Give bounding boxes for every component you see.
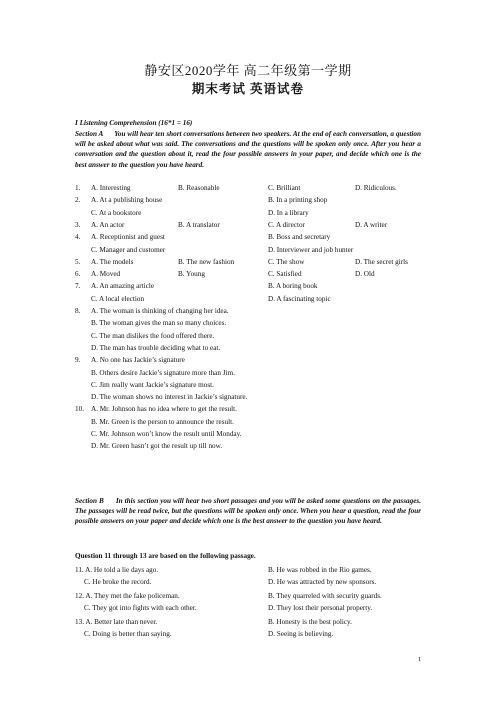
question-number: 2.	[75, 196, 81, 205]
answer-option: A. Interesting	[91, 184, 131, 192]
sectionB-label: Section B	[75, 497, 104, 505]
question-number: 10.	[75, 405, 84, 414]
question-number: 9.	[75, 356, 81, 365]
sectionB-instructions	[75, 496, 421, 527]
exam-title: 静安区2020学年 高二年级第一学期	[144, 63, 352, 78]
answer-option: C. He broke the record.	[75, 577, 152, 586]
answer-option: A. An actor	[91, 220, 125, 229]
question-row	[75, 183, 425, 194]
question-row	[75, 208, 425, 219]
answer-option: B. Young	[178, 270, 205, 279]
question-row	[75, 392, 425, 403]
answer-option: C. At a bookstore	[91, 208, 142, 217]
answer-option: C. Satisfied	[268, 270, 302, 279]
answer-option: C. A director	[268, 220, 305, 229]
question-number: 6.	[75, 270, 81, 279]
question-number: 3.	[75, 220, 81, 229]
question-row	[75, 318, 425, 329]
sectionA-instructions	[75, 129, 421, 170]
sectionA-label: Section A	[75, 130, 104, 138]
passage-question-row	[75, 565, 425, 576]
passage-question-row	[75, 629, 425, 640]
passage-question-row	[75, 617, 425, 628]
question-row	[75, 220, 425, 231]
answer-option: B. Mr. Green is the person to announce the result.	[91, 417, 234, 426]
question-row	[75, 343, 425, 354]
answer-option: B. Boss and secretary	[268, 233, 331, 242]
question-row	[75, 355, 425, 366]
question-number: 4.	[75, 233, 81, 242]
answer-option: C. They got into fights with each other.	[75, 603, 197, 612]
question-row	[75, 331, 425, 342]
answer-option: D. A fascinating topic	[268, 294, 331, 303]
answer-option: 12. A. They met the fake policeman.	[75, 592, 180, 600]
answer-option: B. Reasonable	[178, 184, 220, 192]
sectionA-text: You will hear ten short conversations between two speakers. At the end of each conversation, a question will be asked about what was said. The conversations and the questions will be spoken only once. After you hear a conversation and the question about it, read the four possible answers in your paper, and decide which one is the best answer to the question you have heard.	[75, 130, 421, 169]
answer-option: D. Seeing is believing.	[268, 629, 334, 638]
question-row	[75, 429, 425, 440]
answer-option: B. Honesty is the best policy.	[268, 618, 352, 626]
answer-option: D. Old	[355, 270, 375, 279]
answer-option: D. A writer	[355, 220, 388, 229]
answer-option: A. At a publishing house	[91, 196, 163, 205]
answer-option: B. In a printing shop	[268, 196, 328, 205]
answer-option: A. An amazing article	[91, 282, 155, 291]
question-row	[75, 281, 425, 292]
answer-option: B. A translator	[178, 220, 220, 229]
part1-heading: I Listening Comprehension (16*1 = 16)	[75, 119, 193, 127]
answer-option: D. The man has trouble deciding what to eat.	[91, 343, 221, 352]
question-row	[75, 404, 425, 415]
answer-option: C. A local election	[91, 294, 145, 303]
answer-option: A. No one has Jackie’s signature	[91, 356, 185, 365]
question-row	[75, 269, 425, 280]
question-number: 7.	[75, 282, 81, 291]
answer-option: D. Mr. Green hasn’t got the result up till now.	[91, 442, 223, 451]
answer-option: A. The woman is thinking of changing her idea.	[91, 307, 229, 315]
question-number: 8.	[75, 307, 81, 315]
passage-question-row	[75, 577, 425, 588]
question-number: 1.	[75, 184, 81, 192]
answer-option: D. Ridiculous.	[355, 184, 397, 192]
answer-option: B. A boring book	[268, 282, 318, 291]
question-row	[75, 417, 425, 428]
answer-option: A. The models	[91, 257, 134, 266]
answer-option: C. Mr. Johnson won’t know the result until Monday.	[91, 430, 242, 438]
passage-question-row	[75, 591, 425, 602]
answer-option: 11. A. He told a lie days ago.	[75, 566, 159, 574]
answer-option: C. Manager and customer	[91, 245, 166, 254]
answer-option: B. Others desire Jackie’s signature more than Jim.	[91, 368, 235, 377]
answer-option: B. The new fashion	[178, 257, 235, 266]
question-number: 5.	[75, 257, 81, 266]
page-number: 1	[418, 656, 422, 663]
answer-option: C. Brilliant	[268, 184, 301, 192]
sectionB-text: In this section you will hear two short passages and you will be asked some questions on the passages. The passages will be read twice, but the questions will be spoken only once. When you hear a question, read the four possible answers on your paper and decide which one is the best answer to the question you have heard.	[75, 497, 422, 526]
passage-question-row	[75, 603, 425, 614]
question-row	[75, 232, 425, 243]
question-row	[75, 294, 425, 305]
answer-option: B. He was robbed in the Rio games.	[268, 566, 372, 574]
answer-option: B. They quarreled with security guards.	[268, 592, 382, 600]
exam-subtitle: 期末考试 英语试卷	[191, 82, 305, 96]
answer-option: C. The man dislikes the food offered there.	[91, 331, 215, 340]
passage-intro-text: Question 11 through 13 are based on the following passage.	[75, 552, 256, 560]
answer-option: D. The secret girls	[355, 257, 408, 266]
answer-option: A. Mr. Johnson has no idea where to get the result.	[91, 405, 237, 414]
question-row	[75, 195, 425, 206]
answer-option: C. Jim really want Jackie’s signature most.	[91, 380, 214, 389]
answer-option: C. Doing is better than saying.	[75, 629, 172, 638]
passage-intro	[75, 551, 425, 562]
question-row	[75, 441, 425, 452]
question-row	[75, 306, 425, 317]
question-row	[75, 257, 425, 268]
answer-option: D. In a library	[268, 208, 309, 217]
answer-option: A. Receptionist and guest	[91, 233, 165, 242]
question-row	[75, 245, 425, 256]
answer-option: B. The woman gives the man so many choices.	[91, 319, 227, 328]
question-row	[75, 368, 425, 379]
answer-option: D. Interviewer and job hunter	[268, 245, 354, 254]
answer-option: D. He was attracted by new sponsors.	[268, 577, 377, 586]
answer-option: A. Moved	[91, 270, 121, 279]
answer-option: D. They lost their personal property.	[268, 603, 373, 612]
answer-option: C. The show	[268, 257, 305, 266]
answer-option: 13. A. Better late than never.	[75, 618, 158, 626]
question-row	[75, 380, 425, 391]
answer-option: D. The woman shows no interest in Jackie’s signature.	[91, 393, 248, 402]
